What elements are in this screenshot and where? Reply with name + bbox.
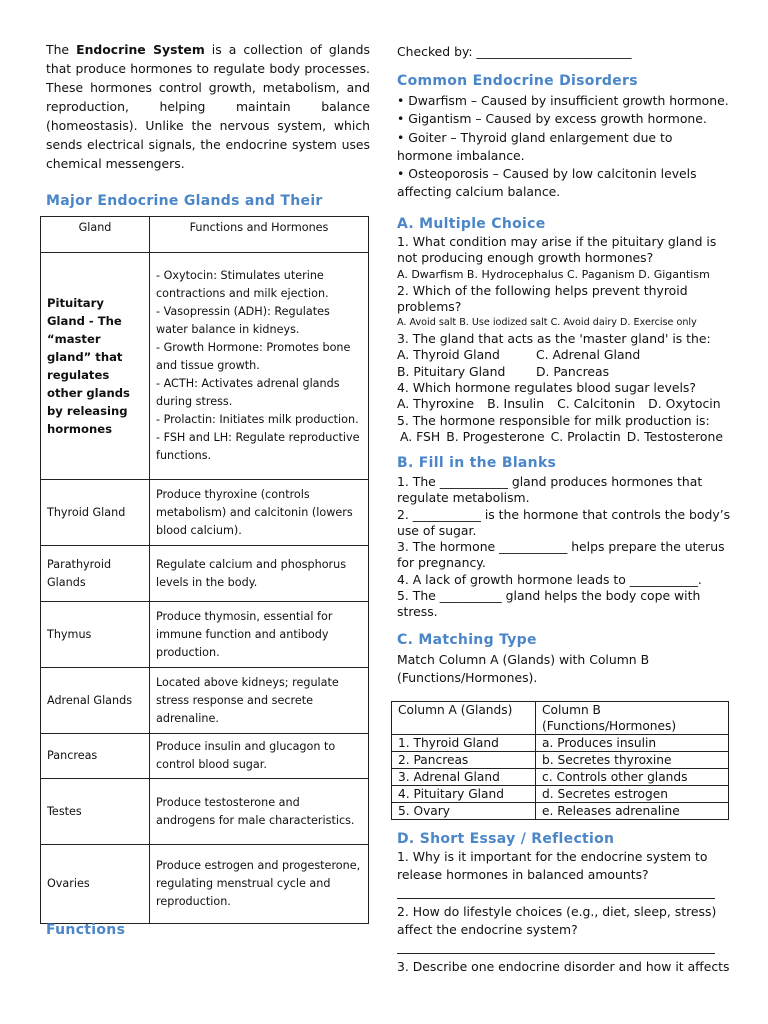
table-row [41,668,369,734]
glands-table-header [41,217,369,253]
fill-blanks-section [397,455,731,621]
functions-cell: - Oxytocin: Stimulates uterine contractions and milk ejection. - Vasopressin (ADH): Regulates water balance in kidneys. - Growth Hormone: Promotes bone and tissue growth. - ACTH: Activates adrenal glands during stress. - Prolactin: Initiates milk production. - FSH and LH: Regulate reproductive functions. [150,253,369,480]
functions-cell: Produce estrogen and progesterone, regulating menstrual cycle and reproduction. [150,845,369,924]
functions-cell: Regulate calcium and phosphorus levels in the body. [150,546,369,602]
essay-question-2: 2. How do lifestyle choices (e.g., diet, sleep, stress) affect the endocrine system? [397,904,717,937]
functions-cell: Produce thyroxine (controls metabolism) and calcitonin (lowers blood calcium). [150,480,369,546]
table-row [41,845,369,924]
gland-cell: Ovaries [41,845,150,924]
matching-instruction: Match Column A (Glands) with Column B (Functions/Hormones). [397,652,650,685]
disorders-section [397,73,731,201]
intro-paragraph: The Endocrine System is a collection of glands that produce hormones to regulate body processes. These hormones control growth, metabolism, and reproduction, helping maintain balance (homeostasis). Unlike the nervous system, which sends electrical signals, the endocrine system uses chemical messengers. [46,42,370,171]
table-row [41,480,369,546]
essay-heading: D. Short Essay / Reflection [397,831,615,847]
matching-table [391,701,729,820]
table-row: 2. Pancreas b. Secretes thyroxine [392,752,729,769]
list-item: • Goiter – Thyroid gland enlargement due to hormone imbalance. [397,130,673,163]
question-2: 2. Which of the following helps prevent thyroid problems? [397,282,688,314]
table-row [41,734,369,779]
gland-cell: Adrenal Glands [41,668,150,734]
list-item: • Osteoporosis – Caused by low calcitonin levels affecting calcium balance. [397,166,697,199]
intro-term: Endocrine System [76,42,205,57]
header-functions: Functions and Hormones [150,217,369,253]
list-item: 3. The hormone ___________ helps prepare the uterus for pregnancy. [397,539,725,571]
checked-by-line: Checked by: _________________________ [397,44,632,59]
list-item: • Gigantism – Caused by excess growth hormone. [397,111,707,126]
functions-cell: Produce thymosin, essential for immune function and antibody production. [150,602,369,668]
functions-cell: Located above kidneys; regulate stress response and secrete adrenaline. [150,668,369,734]
essay-section [397,831,731,976]
gland-cell: Pancreas [41,734,150,779]
multiple-choice-heading: A. Multiple Choice [397,216,546,232]
question-4-options: A. Thyroxine B. Insulin C. Calcitonin D. Oxytocin [397,396,721,412]
gland-cell: Parathyroid Glands [41,546,150,602]
question-1-options: A. Dwarfism B. Hydrocephalus C. Paganism D. Gigantism [397,267,710,281]
glands-table [40,216,369,924]
matching-heading: C. Matching Type [397,632,537,648]
question-4: 4. Which hormone regulates blood sugar levels? [397,380,696,396]
list-item: 5. The __________ gland helps the body cope with stress. [397,588,701,620]
gland-cell: Thyroid Gland [41,480,150,546]
matching-section [397,632,731,687]
header-gland: Gland [41,217,150,253]
table-row [41,779,369,845]
list-item: 2. ___________ is the hormone that controls the body’s use of sugar. [397,506,731,538]
table-row: 1. Thyroid Gland a. Produces insulin [392,735,729,752]
list-item: 4. A lack of growth hormone leads to ___________. [397,571,702,587]
answer-line [397,939,715,954]
matching-table-header [392,702,729,735]
header-column-b: Column B (Functions/Hormones) [536,702,729,735]
glands-heading-continued: Functions [46,922,126,938]
gland-cell: Thymus [41,602,150,668]
fill-blanks-heading: B. Fill in the Blanks [397,455,557,471]
question-1: 1. What condition may arise if the pituitary gland is not producing enough growth hormones? [397,234,717,266]
question-5: 5. The hormone responsible for milk production is: [397,412,710,428]
glands-heading: Major Endocrine Glands and Their [46,193,323,209]
table-row: 5. Ovary e. Releases adrenaline [392,803,729,820]
essay-question-1: 1. Why is it important for the endocrine system to release hormones in balanced amounts? [397,849,708,882]
disorders-heading: Common Endocrine Disorders [397,73,638,89]
question-2-options: A. Avoid salt B. Use iodized salt C. Avoid dairy D. Exercise only [397,317,697,329]
table-row: 4. Pituitary Gland d. Secretes estrogen [392,786,729,803]
left-column [46,40,370,209]
table-row [41,253,369,480]
question-3-options: A. Thyroid Gland C. Adrenal Gland B. Pituitary Gland D. Pancreas [397,347,641,379]
gland-cell: Testes [41,779,150,845]
header-column-a: Column A (Glands) [392,702,536,735]
table-row: 3. Adrenal Gland c. Controls other glands [392,769,729,786]
list-item: 1. The ___________ gland produces hormones that regulate metabolism. [397,474,703,506]
functions-cell: Produce insulin and glucagon to control blood sugar. [150,734,369,779]
gland-cell: Pituitary Gland - The “master gland” that regulates other glands by releasing hormones [41,253,150,480]
multiple-choice-section [397,216,731,445]
functions-cell: Produce testosterone and androgens for male characteristics. [150,779,369,845]
essay-question-3: 3. Describe one endocrine disorder and how it affects [397,959,730,974]
answer-line [397,884,715,899]
question-5-options: A. FSH B. Progesterone C. Prolactin D. Testosterone [400,428,723,444]
list-item: • Dwarfism – Caused by insufficient growth hormone. [397,93,729,108]
question-3: 3. The gland that acts as the 'master gland' is the: [397,331,711,347]
table-row [41,602,369,668]
table-row [41,546,369,602]
